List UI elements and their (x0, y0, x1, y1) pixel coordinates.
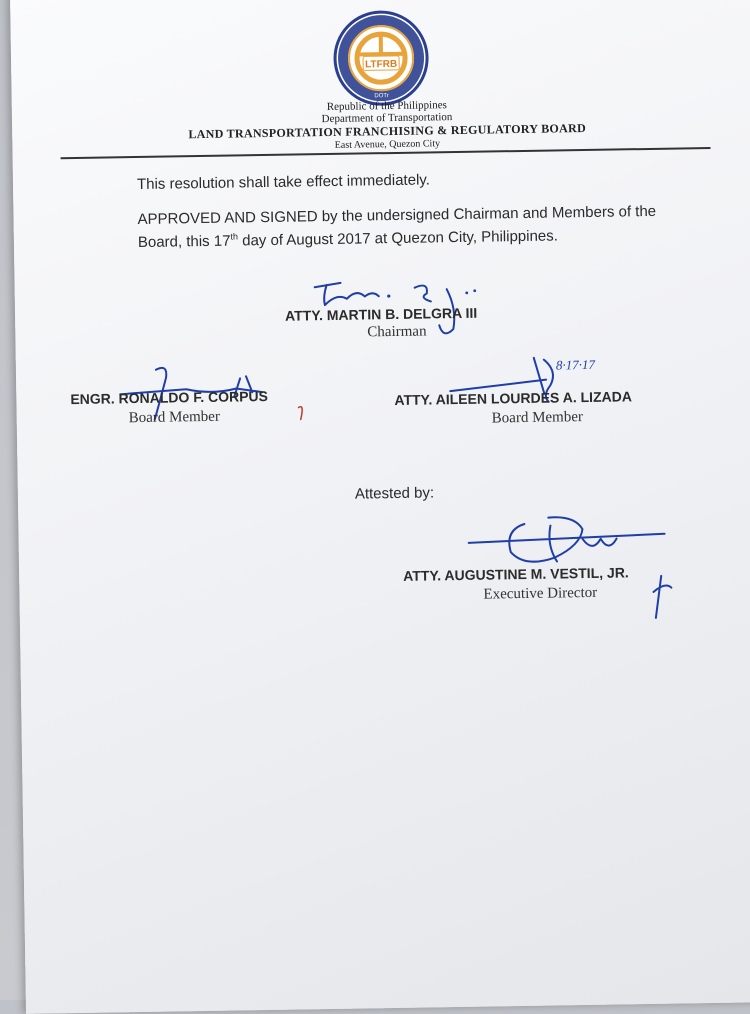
member1-name: ENGR. RONALDO F. CORPUS (70, 388, 268, 407)
republic-line: Republic of the Philippines (12, 94, 750, 118)
svg-text:LTFRB: LTFRB (365, 59, 397, 71)
member1-title: Board Member (129, 409, 220, 427)
director-title: Executive Director (483, 585, 597, 604)
agency-name: LAND TRANSPORTATION FRANCHISING & REGULATORY BOARD (12, 118, 750, 145)
member2-title: Board Member (492, 409, 583, 427)
ltfrb-seal-logo (332, 9, 429, 106)
director-name: ATTY. AUGUSTINE M. VESTIL, JR. (403, 564, 629, 584)
chairman-name: ATTY. MARTIN B. DELGRA III (285, 305, 477, 324)
department-line: Department of Transportation (12, 106, 750, 130)
attested-label: Attested by: (355, 484, 434, 502)
lizada-signature-date: 8·17·17 (556, 357, 595, 374)
document-page (10, 0, 750, 1014)
svg-text:DOTr: DOTr (374, 93, 389, 99)
chairman-title: Chairman (367, 324, 426, 342)
approval-paragraph: APPROVED AND SIGNED by the undersigned Chairman and Members of the Board, this 17th day of August 2017 at Quezon City, Philippines. (137, 201, 698, 252)
agency-address: East Avenue, Quezon City (12, 133, 750, 156)
member2-name: ATTY. AILEEN LOURDES A. LIZADA (394, 388, 632, 408)
effectivity-paragraph: This resolution shall take effect immediately. (137, 171, 430, 193)
